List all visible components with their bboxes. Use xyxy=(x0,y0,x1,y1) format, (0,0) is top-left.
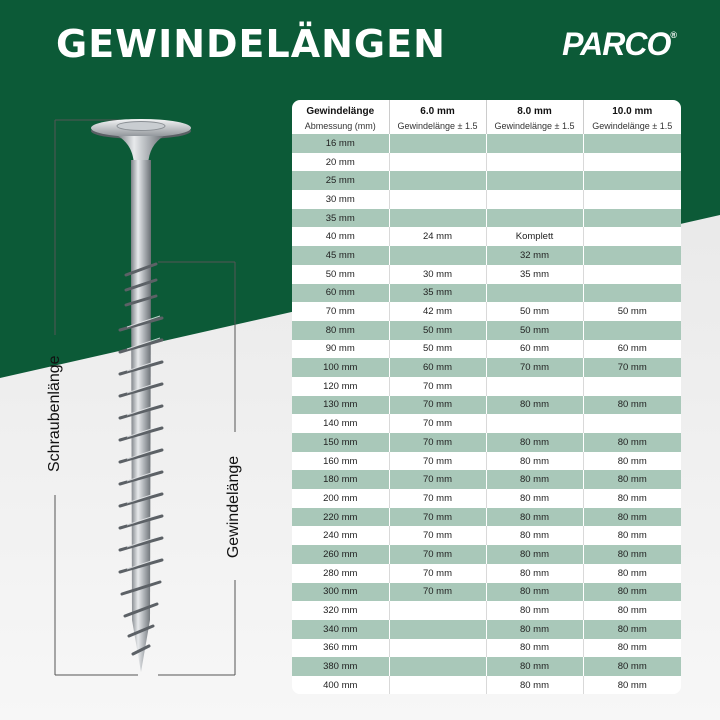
table-row xyxy=(292,583,681,602)
thread-length-cell: 80 mm xyxy=(583,433,681,452)
table-row xyxy=(292,302,681,321)
column-subheader: Gewindelänge ± 1.5 xyxy=(583,117,681,134)
thread-length-cell xyxy=(486,171,583,190)
size-cell: 200 mm xyxy=(292,489,389,508)
thread-length-cell xyxy=(583,414,681,433)
thread-length-cell: 70 mm xyxy=(389,583,486,602)
thread-length-cell xyxy=(486,134,583,153)
size-cell: 380 mm xyxy=(292,657,389,676)
table-row xyxy=(292,414,681,433)
size-cell: 140 mm xyxy=(292,414,389,433)
thread-length-cell xyxy=(389,601,486,620)
size-cell: 100 mm xyxy=(292,358,389,377)
column-subheader: Gewindelänge ± 1.5 xyxy=(486,117,583,134)
size-cell: 16 mm xyxy=(292,134,389,153)
thread-length-cell: 80 mm xyxy=(583,601,681,620)
column-header-diameter: 6.0 mm xyxy=(389,100,486,117)
thread-length-cell: 80 mm xyxy=(583,526,681,545)
table-row xyxy=(292,227,681,246)
size-cell: 320 mm xyxy=(292,601,389,620)
thread-length-cell: 32 mm xyxy=(486,246,583,265)
table-row xyxy=(292,190,681,209)
size-cell: 45 mm xyxy=(292,246,389,265)
thread-length-cell: 80 mm xyxy=(583,676,681,694)
table-row xyxy=(292,246,681,265)
table-row xyxy=(292,470,681,489)
table-row xyxy=(292,489,681,508)
column-subheader: Abmessung (mm) xyxy=(304,120,376,131)
table-row xyxy=(292,526,681,545)
thread-length-cell: 35 mm xyxy=(389,284,486,303)
size-cell: 50 mm xyxy=(292,265,389,284)
table-row xyxy=(292,134,681,153)
thread-length-cell: 70 mm xyxy=(583,358,681,377)
thread-length-cell xyxy=(583,377,681,396)
table-row xyxy=(292,358,681,377)
size-cell: 20 mm xyxy=(292,153,389,172)
thread-length-cell: 80 mm xyxy=(583,639,681,658)
table-header-row xyxy=(292,100,681,117)
thread-length-cell: 70 mm xyxy=(389,508,486,527)
thread-length-cell xyxy=(583,171,681,190)
thread-length-cell: 80 mm xyxy=(583,564,681,583)
thread-length-cell xyxy=(389,190,486,209)
thread-length-cell: 80 mm xyxy=(583,657,681,676)
table-row xyxy=(292,676,681,694)
thread-length-cell: 30 mm xyxy=(389,265,486,284)
screw-illustration xyxy=(0,0,290,720)
thread-length-cell: 80 mm xyxy=(486,601,583,620)
thread-length-cell: 80 mm xyxy=(486,452,583,471)
thread-length-cell: 80 mm xyxy=(486,583,583,602)
thread-length-cell: 70 mm xyxy=(389,433,486,452)
thread-length-cell xyxy=(389,676,486,694)
table-row xyxy=(292,396,681,415)
table-row xyxy=(292,153,681,172)
column-header-diameter: 8.0 mm xyxy=(486,100,583,117)
table-row xyxy=(292,321,681,340)
thread-length-cell: 80 mm xyxy=(583,470,681,489)
size-cell: 160 mm xyxy=(292,452,389,471)
thread-length-cell xyxy=(583,190,681,209)
thread-length-cell: 80 mm xyxy=(583,508,681,527)
thread-length-cell xyxy=(486,209,583,228)
thread-length-cell: 70 mm xyxy=(389,452,486,471)
size-cell: 60 mm xyxy=(292,284,389,303)
thread-length-cell: 50 mm xyxy=(486,321,583,340)
page-title: GEWINDELÄNGEN xyxy=(56,22,446,66)
size-cell: 90 mm xyxy=(292,340,389,359)
size-cell: 30 mm xyxy=(292,190,389,209)
table-row xyxy=(292,265,681,284)
size-cell: 80 mm xyxy=(292,321,389,340)
table-row xyxy=(292,171,681,190)
thread-length-cell: 80 mm xyxy=(583,452,681,471)
thread-length-cell xyxy=(583,227,681,246)
thread-length-cell: 80 mm xyxy=(486,489,583,508)
table-row xyxy=(292,452,681,471)
thread-length-cell: 70 mm xyxy=(389,489,486,508)
thread-length-cell xyxy=(583,209,681,228)
thread-length-cell xyxy=(389,134,486,153)
thread-length-cell xyxy=(486,377,583,396)
column-header-diameter: 10.0 mm xyxy=(583,100,681,117)
size-cell: 260 mm xyxy=(292,545,389,564)
thread-length-cell: 80 mm xyxy=(583,545,681,564)
thread-length-cell: 70 mm xyxy=(389,396,486,415)
thread-length-cell: 70 mm xyxy=(389,377,486,396)
size-cell: 360 mm xyxy=(292,639,389,658)
size-cell: 280 mm xyxy=(292,564,389,583)
thread-length-cell: 80 mm xyxy=(486,508,583,527)
thread-length-cell xyxy=(389,209,486,228)
thread-length-cell: 50 mm xyxy=(583,302,681,321)
thread-length-cell: 70 mm xyxy=(389,414,486,433)
table-row xyxy=(292,620,681,639)
table-row xyxy=(292,340,681,359)
thread-length-cell: 80 mm xyxy=(583,620,681,639)
thread-length-cell xyxy=(583,321,681,340)
thread-length-cell: 60 mm xyxy=(486,340,583,359)
size-cell: 40 mm xyxy=(292,227,389,246)
table-row xyxy=(292,377,681,396)
table-row xyxy=(292,639,681,658)
thread-length-cell xyxy=(389,657,486,676)
size-cell: 130 mm xyxy=(292,396,389,415)
thread-length-cell: 80 mm xyxy=(583,396,681,415)
thread-length-cell: 70 mm xyxy=(389,545,486,564)
table-row xyxy=(292,601,681,620)
thread-length-cell: 60 mm xyxy=(583,340,681,359)
thread-length-cell xyxy=(486,190,583,209)
thread-length-cell: 80 mm xyxy=(486,564,583,583)
thread-length-cell xyxy=(583,246,681,265)
size-cell: 25 mm xyxy=(292,171,389,190)
column-header-size: Gewindelänge xyxy=(306,106,375,117)
thread-length-cell: 24 mm xyxy=(389,227,486,246)
thread-length-cell: 42 mm xyxy=(389,302,486,321)
thread-length-cell xyxy=(389,639,486,658)
thread-length-cell: Komplett xyxy=(486,227,583,246)
size-cell: 120 mm xyxy=(292,377,389,396)
thread-length-cell xyxy=(486,414,583,433)
thread-length-cell: 60 mm xyxy=(389,358,486,377)
thread-length-cell: 70 mm xyxy=(389,470,486,489)
table-row xyxy=(292,657,681,676)
size-cell: 150 mm xyxy=(292,433,389,452)
size-cell: 240 mm xyxy=(292,526,389,545)
thread-length-cell xyxy=(389,153,486,172)
thread-length-cell xyxy=(583,284,681,303)
table-row xyxy=(292,545,681,564)
thread-length-cell xyxy=(583,134,681,153)
thread-length-cell: 80 mm xyxy=(583,583,681,602)
thread-length-cell: 80 mm xyxy=(486,676,583,694)
thread-length-cell: 70 mm xyxy=(389,564,486,583)
size-cell: 35 mm xyxy=(292,209,389,228)
thread-length-cell: 80 mm xyxy=(486,620,583,639)
thread-length-cell: 80 mm xyxy=(486,639,583,658)
thread-length-table xyxy=(292,100,681,694)
table-subheader-row xyxy=(292,117,681,134)
thread-length-cell: 70 mm xyxy=(389,526,486,545)
thread-length-cell: 50 mm xyxy=(486,302,583,321)
thread-length-cell xyxy=(389,246,486,265)
thread-length-cell: 80 mm xyxy=(486,396,583,415)
table-row xyxy=(292,209,681,228)
thread-length-cell xyxy=(583,265,681,284)
size-cell: 220 mm xyxy=(292,508,389,527)
thread-length-cell: 80 mm xyxy=(486,545,583,564)
thread-length-cell: 80 mm xyxy=(486,526,583,545)
thread-length-cell: 80 mm xyxy=(583,489,681,508)
thread-length-label: Gewindelänge xyxy=(225,455,242,559)
thread-length-cell: 80 mm xyxy=(486,657,583,676)
thread-length-cell xyxy=(583,153,681,172)
size-cell: 340 mm xyxy=(292,620,389,639)
thread-length-cell: 80 mm xyxy=(486,470,583,489)
thread-length-cell xyxy=(389,171,486,190)
brand-logo: PARCO® xyxy=(562,26,676,62)
thread-length-cell xyxy=(486,284,583,303)
table-row xyxy=(292,284,681,303)
table-row xyxy=(292,564,681,583)
screw-length-label: Schraubenlänge xyxy=(46,355,63,472)
table-row xyxy=(292,508,681,527)
thread-length-cell xyxy=(389,620,486,639)
size-cell: 70 mm xyxy=(292,302,389,321)
column-subheader: Gewindelänge ± 1.5 xyxy=(389,117,486,134)
thread-length-cell: 50 mm xyxy=(389,340,486,359)
thread-length-cell: 50 mm xyxy=(389,321,486,340)
thread-length-cell: 80 mm xyxy=(486,433,583,452)
size-cell: 180 mm xyxy=(292,470,389,489)
thread-length-cell: 35 mm xyxy=(486,265,583,284)
thread-length-cell: 70 mm xyxy=(486,358,583,377)
size-cell: 300 mm xyxy=(292,583,389,602)
thread-length-cell xyxy=(486,153,583,172)
table-row xyxy=(292,433,681,452)
size-cell: 400 mm xyxy=(292,676,389,694)
